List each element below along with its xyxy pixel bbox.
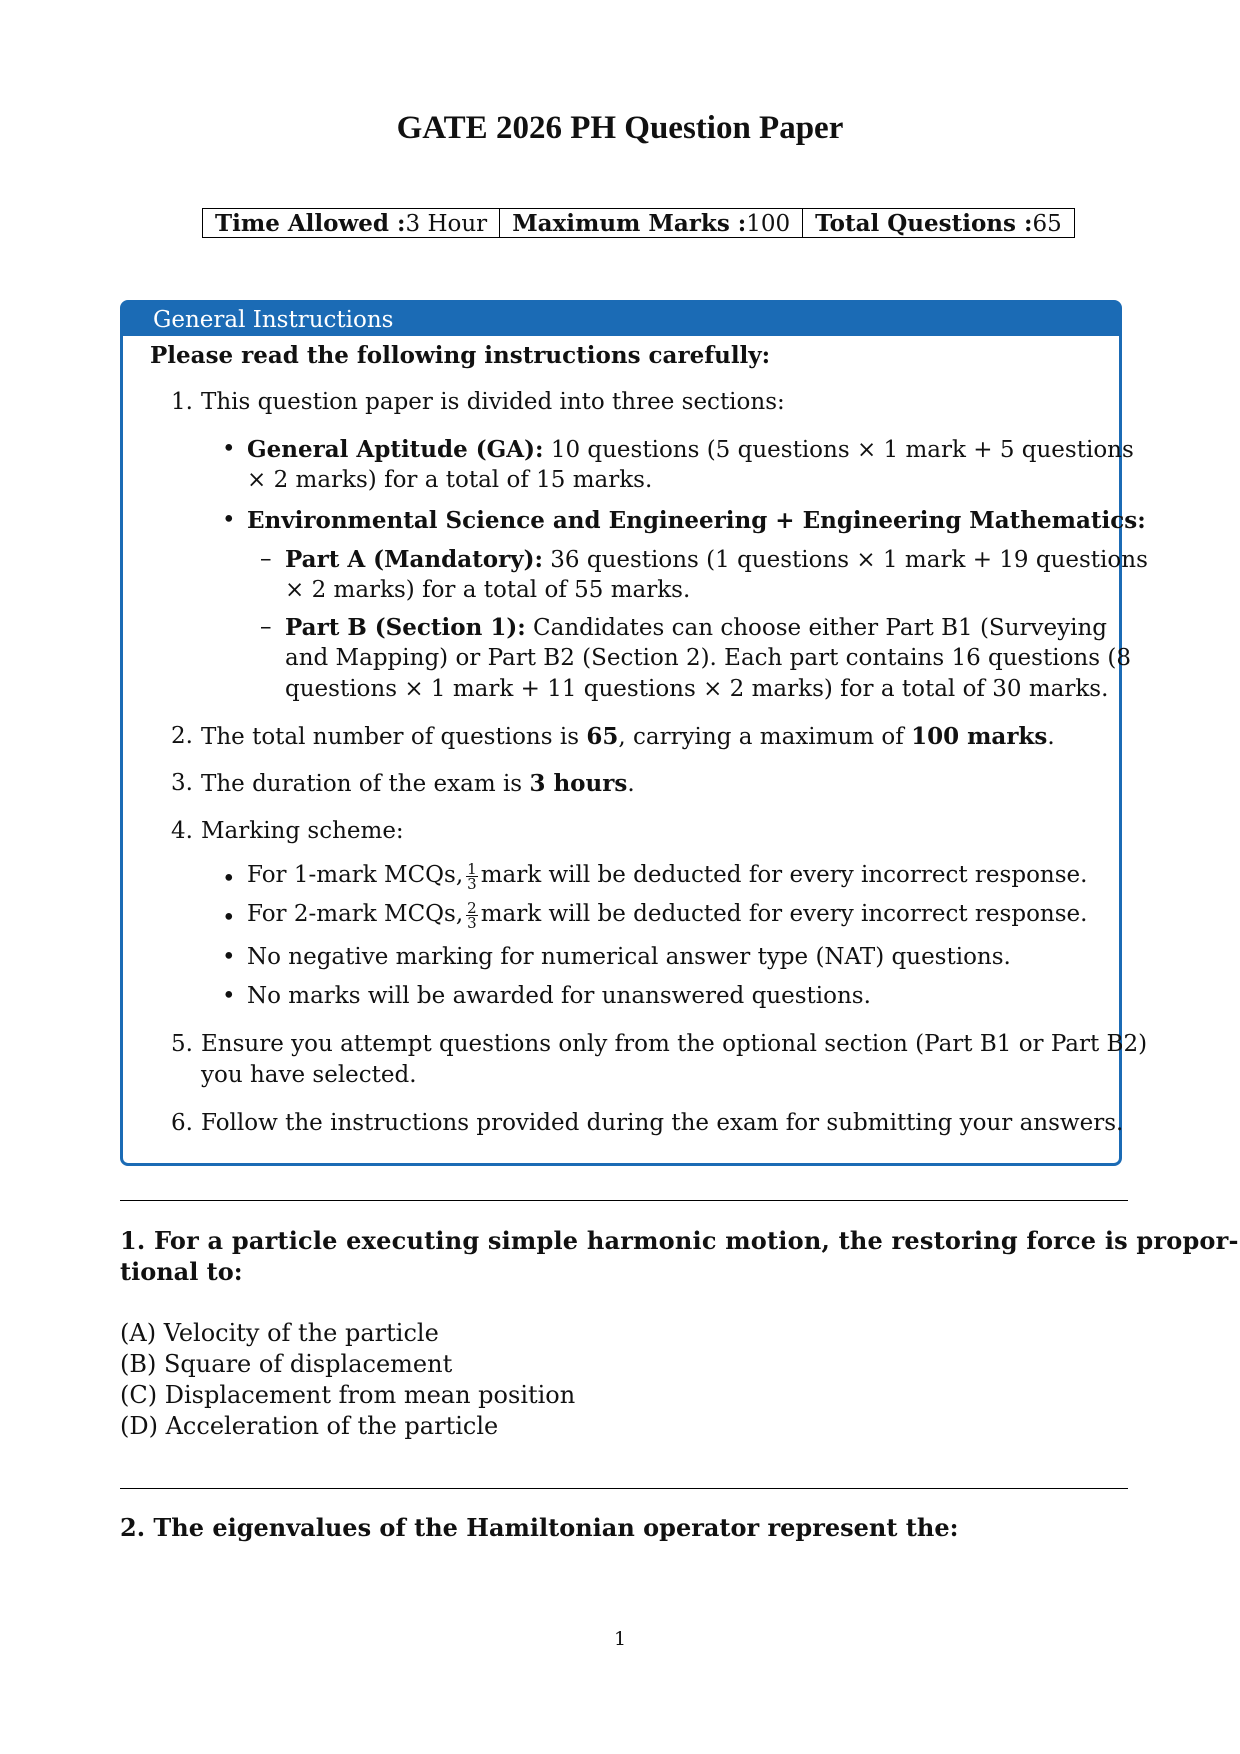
time-allowed: Time Allowed :3 Hour [203, 209, 500, 238]
dash-icon: – [260, 546, 272, 572]
bullet-icon: • [222, 866, 236, 892]
marking-2-mark: For 2-mark MCQs, $\frac{2}{3}$ mark will be deducted for every incorrect response. [247, 898, 1088, 932]
fraction-two-thirds: $\frac{2}{3}$ [467, 898, 477, 932]
bullet-icon: • [222, 436, 236, 462]
bullet-icon: • [222, 905, 236, 931]
instruction-4-text: Marking scheme: [201, 818, 404, 844]
instructions-intro: Please read the following instructions carefully: [150, 342, 771, 369]
question-2: 2. The eigenvalues of the Hamiltonian operator represent the: [120, 1513, 959, 1542]
instruction-number: 6. [171, 1110, 193, 1136]
bullet-icon: • [222, 944, 236, 970]
exam-meta-table [202, 208, 1075, 238]
separator-line [120, 1488, 1128, 1489]
instruction-2-text: The total number of questions is 65, carrying a maximum of 100 marks. [201, 723, 1055, 750]
marking-1-mark: For 1-mark MCQs, $\frac{1}{3}$ mark will be deducted for every incorrect response. [247, 859, 1088, 893]
ga-line-1: General Aptitude (GA): 10 questions (5 questions × 1 mark + 5 questions [247, 436, 1134, 463]
total-questions: Total Questions :65 [803, 209, 1075, 238]
bullet-icon: • [222, 507, 236, 533]
question-1-line-1: 1. For a particle executing simple harmonic motion, the restoring force is propor- [120, 1226, 1239, 1255]
part-b-line-2: and Mapping) or Part B2 (Section 2). Each part contains 16 questions (8 [285, 645, 1131, 671]
instruction-5-line-2: you have selected. [201, 1062, 417, 1088]
ese-heading: Environmental Science and Engineering + Engineering Mathematics: [247, 507, 1146, 534]
part-b-line-3: questions × 1 mark + 11 questions × 2 marks) for a total of 30 marks. [285, 676, 1109, 702]
instruction-number: 1. [171, 389, 193, 415]
option-a: (A) Velocity of the particle [120, 1319, 439, 1347]
instruction-number: 2. [171, 723, 193, 749]
bullet-icon: • [222, 983, 236, 1009]
instruction-number: 4. [171, 818, 193, 844]
instruction-3-text: The duration of the exam is 3 hours. [201, 770, 635, 797]
part-a-line-2: × 2 marks) for a total of 55 marks. [285, 577, 691, 603]
fraction-one-third: $\frac{1}{3}$ [467, 859, 477, 893]
option-c: (C) Displacement from mean position [120, 1381, 576, 1409]
part-b-line-1: Part B (Section 1): Candidates can choose either Part B1 (Surveying [285, 614, 1107, 641]
maximum-marks: Maximum Marks :100 [500, 209, 803, 238]
dash-icon: – [260, 614, 272, 640]
instruction-1-text: This question paper is divided into three sections: [201, 389, 785, 415]
option-b: (B) Square of displacement [120, 1350, 453, 1378]
marking-unanswered: No marks will be awarded for unanswered questions. [247, 983, 871, 1009]
page-number: 1 [613, 1628, 627, 1650]
separator-line [120, 1200, 1128, 1201]
marking-nat: No negative marking for numerical answer type (NAT) questions. [247, 944, 1011, 970]
question-1-line-2: tional to: [120, 1257, 243, 1286]
instructions-header: General Instructions [123, 303, 1119, 336]
instruction-5-line-1: Ensure you attempt questions only from the optional section (Part B1 or Part B2) [201, 1031, 1148, 1057]
instruction-6-text: Follow the instructions provided during the exam for submitting your answers. [201, 1110, 1124, 1136]
ga-line-2: × 2 marks) for a total of 15 marks. [247, 467, 653, 493]
question-1 [120, 1225, 1239, 1287]
instruction-number: 5. [171, 1031, 193, 1057]
part-a-line-1: Part A (Mandatory): 36 questions (1 questions × 1 mark + 19 questions [285, 546, 1148, 573]
instruction-number: 3. [171, 770, 193, 796]
option-d: (D) Acceleration of the particle [120, 1412, 499, 1440]
page-title: GATE 2026 PH Question Paper [396, 110, 844, 146]
